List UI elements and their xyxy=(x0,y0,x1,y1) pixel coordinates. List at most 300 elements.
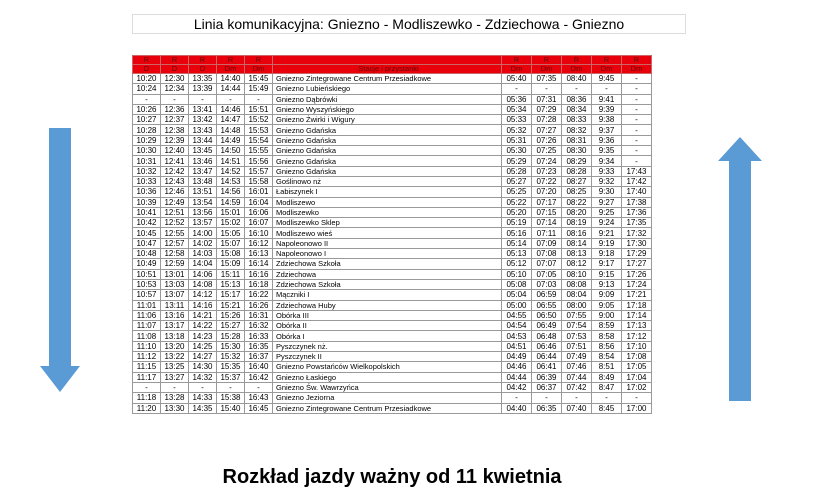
stop-name-cell: Zdziechowa Szkoła xyxy=(273,259,502,269)
return-time-cell: 05:27 xyxy=(502,176,532,186)
departure-time-cell: 14:21 xyxy=(189,310,217,320)
return-time-cell: 04:55 xyxy=(502,310,532,320)
departure-time-cell: D xyxy=(133,65,161,74)
departure-time-cell: 13:30 xyxy=(161,403,189,413)
return-time-cell: 08:08 xyxy=(562,279,592,289)
departure-time-cell: 14:44 xyxy=(217,84,245,94)
departure-time-cell: - xyxy=(217,94,245,104)
return-time-cell: 08:27 xyxy=(562,176,592,186)
return-time-cell: 05:29 xyxy=(502,156,532,166)
departure-time-cell: 10:47 xyxy=(133,238,161,248)
return-time-cell: 05:40 xyxy=(502,74,532,84)
return-time-cell: - xyxy=(502,84,532,94)
stop-name-cell: Modliszewko Sklep xyxy=(273,218,502,228)
return-time-cell: 07:25 xyxy=(532,146,562,156)
return-time-cell: 07:09 xyxy=(532,238,562,248)
return-time-cell: 17:27 xyxy=(622,259,652,269)
return-time-cell: 06:44 xyxy=(532,352,562,362)
stop-name-cell: Gniezno Gdańska xyxy=(273,156,502,166)
departure-time-cell: 10:45 xyxy=(133,228,161,238)
departure-time-cell: 15:32 xyxy=(217,352,245,362)
table-row xyxy=(133,372,652,382)
return-time-cell: 9:24 xyxy=(592,218,622,228)
return-time-cell: 08:10 xyxy=(562,269,592,279)
stop-name-cell: Mączniki I xyxy=(273,290,502,300)
stop-name-cell: Modliszewo xyxy=(273,197,502,207)
departure-time-cell: 15:58 xyxy=(245,176,273,186)
return-time-cell: 08:19 xyxy=(562,218,592,228)
return-time-cell: - xyxy=(622,125,652,135)
departure-time-cell: 15:35 xyxy=(217,362,245,372)
departure-time-cell: 12:52 xyxy=(161,218,189,228)
departure-time-cell: 16:35 xyxy=(245,341,273,351)
return-time-cell: - xyxy=(622,74,652,84)
departure-time-cell: 13:35 xyxy=(189,74,217,84)
return-time-cell: 05:34 xyxy=(502,104,532,114)
return-time-cell: 9:38 xyxy=(592,115,622,125)
stop-name-cell: Zdziechowa Szkoła xyxy=(273,279,502,289)
return-time-cell: 9:34 xyxy=(592,156,622,166)
departure-time-cell: 16:06 xyxy=(245,207,273,217)
return-time-cell: 06:55 xyxy=(532,300,562,310)
return-time-cell: 04:54 xyxy=(502,321,532,331)
table-row xyxy=(133,269,652,279)
departure-time-cell: 16:04 xyxy=(245,197,273,207)
return-time-cell: 17:43 xyxy=(622,166,652,176)
departure-time-cell: 14:49 xyxy=(217,135,245,145)
return-time-cell: 08:40 xyxy=(562,74,592,84)
return-time-cell: 07:42 xyxy=(562,382,592,392)
departure-time-cell: 16:43 xyxy=(245,393,273,403)
departure-time-cell: 11:06 xyxy=(133,310,161,320)
return-time-cell: 06:35 xyxy=(532,403,562,413)
departure-time-cell: 15:56 xyxy=(245,156,273,166)
return-time-cell: 08:36 xyxy=(562,94,592,104)
departure-time-cell: 15:55 xyxy=(245,146,273,156)
stop-name-cell: Obórka I xyxy=(273,331,502,341)
departure-time-cell: - xyxy=(245,382,273,392)
return-time-cell: 17:05 xyxy=(622,362,652,372)
departure-time-cell: 13:41 xyxy=(189,104,217,114)
return-time-cell: 9:15 xyxy=(592,269,622,279)
return-time-cell: 07:49 xyxy=(562,352,592,362)
return-time-cell: 06:50 xyxy=(532,310,562,320)
return-time-cell: 17:02 xyxy=(622,382,652,392)
return-time-cell: - xyxy=(622,156,652,166)
stop-name-cell: Gniezno Jeziorna xyxy=(273,393,502,403)
departure-time-cell: 10:28 xyxy=(133,125,161,135)
departure-time-cell: 12:58 xyxy=(161,249,189,259)
departure-time-cell: 16:42 xyxy=(245,372,273,382)
departure-time-cell: 13:45 xyxy=(189,146,217,156)
return-time-cell: 9:41 xyxy=(592,94,622,104)
stop-name-cell: Gniezno Dąbrówki xyxy=(273,94,502,104)
return-time-cell: 08:31 xyxy=(562,135,592,145)
return-time-cell: 9:27 xyxy=(592,197,622,207)
departure-time-cell: 16:07 xyxy=(245,218,273,228)
return-time-cell: 9:00 xyxy=(592,310,622,320)
return-time-cell: 07:28 xyxy=(532,115,562,125)
table-row xyxy=(133,197,652,207)
return-time-cell: 04:49 xyxy=(502,352,532,362)
return-time-cell: - xyxy=(592,84,622,94)
departure-time-cell: R xyxy=(245,56,273,65)
departure-time-cell: D xyxy=(161,65,189,74)
table-row xyxy=(133,290,652,300)
return-time-cell: Dm xyxy=(502,65,532,74)
departure-time-cell: 12:36 xyxy=(161,104,189,114)
return-time-cell: 17:21 xyxy=(622,290,652,300)
departure-time-cell: 13:56 xyxy=(189,207,217,217)
stop-name-cell: Obórka II xyxy=(273,321,502,331)
table-row xyxy=(133,382,652,392)
return-time-cell: 8:59 xyxy=(592,321,622,331)
return-time-cell: - xyxy=(562,84,592,94)
table-row xyxy=(133,187,652,197)
return-time-cell: 07:23 xyxy=(532,166,562,176)
table-row xyxy=(133,300,652,310)
departure-time-cell: 14:53 xyxy=(217,176,245,186)
table-row xyxy=(133,84,652,94)
departure-time-cell: 16:22 xyxy=(245,290,273,300)
return-time-cell: 9:37 xyxy=(592,125,622,135)
timetable-body xyxy=(133,56,652,414)
departure-time-cell: 13:01 xyxy=(161,269,189,279)
return-time-cell: 17:14 xyxy=(622,310,652,320)
return-time-cell: 05:28 xyxy=(502,166,532,176)
departure-time-cell: 16:37 xyxy=(245,352,273,362)
departure-time-cell: 15:51 xyxy=(245,104,273,114)
return-time-cell: - xyxy=(622,104,652,114)
departure-time-cell: 14:03 xyxy=(189,249,217,259)
departure-time-cell: 11:18 xyxy=(133,393,161,403)
departure-time-cell: 10:49 xyxy=(133,259,161,269)
return-time-cell: 07:55 xyxy=(562,310,592,320)
return-time-cell: 17:32 xyxy=(622,228,652,238)
stop-name-cell: Gniezno Zintegrowane Centrum Przesiadkowe xyxy=(273,403,502,413)
departure-time-cell: 14:08 xyxy=(189,279,217,289)
departure-time-cell: 14:25 xyxy=(189,341,217,351)
departure-time-cell: 14:35 xyxy=(189,403,217,413)
departure-time-cell: 13:44 xyxy=(189,135,217,145)
departure-time-cell: 14:47 xyxy=(217,115,245,125)
departure-time-cell: 15:49 xyxy=(245,84,273,94)
departure-time-cell: 16:45 xyxy=(245,403,273,413)
return-time-cell: 05:19 xyxy=(502,218,532,228)
stop-name-cell: Gniezno Wyszyńskiego xyxy=(273,104,502,114)
departure-time-cell: 15:26 xyxy=(217,310,245,320)
return-time-cell: 05:10 xyxy=(502,269,532,279)
table-row xyxy=(133,135,652,145)
return-time-cell: 05:14 xyxy=(502,238,532,248)
departure-time-cell: Dm xyxy=(245,65,273,74)
return-time-cell: R xyxy=(592,56,622,65)
return-time-cell: 07:08 xyxy=(532,249,562,259)
return-time-cell: 07:20 xyxy=(532,187,562,197)
return-time-cell: 08:22 xyxy=(562,197,592,207)
return-time-cell: 07:17 xyxy=(532,197,562,207)
header-row-schedule-codes xyxy=(133,56,652,65)
stop-name-cell: Napoleonowo II xyxy=(273,238,502,248)
stop-name-cell xyxy=(273,56,502,65)
return-time-cell: 06:49 xyxy=(532,321,562,331)
return-time-cell: 17:42 xyxy=(622,176,652,186)
departure-time-cell: 15:37 xyxy=(217,372,245,382)
departure-time-cell: 12:59 xyxy=(161,259,189,269)
departure-time-cell: 16:40 xyxy=(245,362,273,372)
return-time-cell: 05:20 xyxy=(502,207,532,217)
return-time-cell: 9:30 xyxy=(592,187,622,197)
departure-time-cell: 15:52 xyxy=(245,115,273,125)
return-time-cell: R xyxy=(532,56,562,65)
return-time-cell: 05:16 xyxy=(502,228,532,238)
return-time-cell: 9:39 xyxy=(592,104,622,114)
departure-time-cell: - xyxy=(189,382,217,392)
return-time-cell: 04:44 xyxy=(502,372,532,382)
departure-time-cell: 10:32 xyxy=(133,166,161,176)
return-time-cell: - xyxy=(622,135,652,145)
departure-time-cell: 15:28 xyxy=(217,331,245,341)
departure-time-cell: 15:27 xyxy=(217,321,245,331)
return-time-cell: 05:30 xyxy=(502,146,532,156)
departure-time-cell: 16:33 xyxy=(245,331,273,341)
return-time-cell: 17:18 xyxy=(622,300,652,310)
departure-time-cell: 13:42 xyxy=(189,115,217,125)
stop-name-cell: Gniezno Lubieńskiego xyxy=(273,84,502,94)
return-time-cell: 07:46 xyxy=(562,362,592,372)
table-row xyxy=(133,249,652,259)
departure-time-cell: 11:08 xyxy=(133,331,161,341)
departure-time-cell: - xyxy=(161,94,189,104)
departure-time-cell: 12:42 xyxy=(161,166,189,176)
return-time-cell: 06:59 xyxy=(532,290,562,300)
return-time-cell: 05:32 xyxy=(502,125,532,135)
departure-time-cell: 15:38 xyxy=(217,393,245,403)
departure-time-cell: 10:30 xyxy=(133,146,161,156)
return-time-cell: 08:12 xyxy=(562,259,592,269)
return-time-cell: 9:09 xyxy=(592,290,622,300)
stop-name-cell: Pyszczynek nż. xyxy=(273,341,502,351)
return-time-cell: 07:14 xyxy=(532,218,562,228)
departure-time-cell: 16:16 xyxy=(245,269,273,279)
return-time-cell: 08:30 xyxy=(562,146,592,156)
departure-time-cell: 12:38 xyxy=(161,125,189,135)
return-time-cell: 17:04 xyxy=(622,372,652,382)
departure-time-cell: 13:54 xyxy=(189,197,217,207)
timetable-title: Linia komunikacyjna: Gniezno - Modliszewko - Zdziechowa - Gniezno xyxy=(132,14,686,34)
departure-time-cell: 13:39 xyxy=(189,84,217,94)
departure-time-cell: 10:39 xyxy=(133,197,161,207)
departure-time-cell: 11:15 xyxy=(133,362,161,372)
departure-time-cell: 14:12 xyxy=(189,290,217,300)
stop-name-cell: Gniezno Gdańska xyxy=(273,135,502,145)
return-time-cell: R xyxy=(562,56,592,65)
departure-time-cell: 16:26 xyxy=(245,300,273,310)
departure-time-cell: - xyxy=(161,382,189,392)
return-time-cell: 07:22 xyxy=(532,176,562,186)
return-time-cell: R xyxy=(622,56,652,65)
return-time-cell: - xyxy=(622,84,652,94)
departure-time-cell: R xyxy=(133,56,161,65)
departure-time-cell: 12:57 xyxy=(161,238,189,248)
departure-time-cell: 15:57 xyxy=(245,166,273,176)
return-time-cell: - xyxy=(622,146,652,156)
table-row xyxy=(133,125,652,135)
return-time-cell: 9:33 xyxy=(592,166,622,176)
return-time-cell: 06:41 xyxy=(532,362,562,372)
return-time-cell: - xyxy=(502,393,532,403)
return-time-cell: 17:29 xyxy=(622,249,652,259)
departure-time-cell: 10:53 xyxy=(133,279,161,289)
table-row xyxy=(133,279,652,289)
table-row xyxy=(133,207,652,217)
return-time-cell: 05:12 xyxy=(502,259,532,269)
return-time-cell: 8:54 xyxy=(592,352,622,362)
return-time-cell: 8:51 xyxy=(592,362,622,372)
return-time-cell: 9:32 xyxy=(592,176,622,186)
table-row xyxy=(133,176,652,186)
return-time-cell: 05:00 xyxy=(502,300,532,310)
departure-time-cell: 10:26 xyxy=(133,104,161,114)
departure-time-cell: 14:02 xyxy=(189,238,217,248)
departure-time-cell: 14:27 xyxy=(189,352,217,362)
return-time-cell: 07:31 xyxy=(532,94,562,104)
return-time-cell: 08:29 xyxy=(562,156,592,166)
departure-time-cell: 12:40 xyxy=(161,146,189,156)
departure-time-cell: 15:05 xyxy=(217,228,245,238)
departure-time-cell: 11:20 xyxy=(133,403,161,413)
return-time-cell: - xyxy=(532,84,562,94)
stop-name-cell: Modliszewko xyxy=(273,207,502,217)
departure-time-cell: 11:01 xyxy=(133,300,161,310)
departure-time-cell: 14:04 xyxy=(189,259,217,269)
departure-time-cell: 13:17 xyxy=(161,321,189,331)
return-time-cell: 05:13 xyxy=(502,249,532,259)
return-time-cell: - xyxy=(622,115,652,125)
return-time-cell: 9:25 xyxy=(592,207,622,217)
departure-time-cell: 13:07 xyxy=(161,290,189,300)
departure-time-cell: 15:21 xyxy=(217,300,245,310)
departure-time-cell: 13:27 xyxy=(161,372,189,382)
departure-time-cell: 14:48 xyxy=(217,125,245,135)
return-time-cell: 17:08 xyxy=(622,352,652,362)
return-time-cell: 9:35 xyxy=(592,146,622,156)
departure-time-cell: 14:56 xyxy=(217,187,245,197)
arrow-down-icon xyxy=(40,128,80,392)
departure-time-cell: 12:41 xyxy=(161,156,189,166)
departure-time-cell: 13:57 xyxy=(189,218,217,228)
departure-time-cell: 13:20 xyxy=(161,341,189,351)
departure-time-cell: 11:10 xyxy=(133,341,161,351)
return-time-cell: 08:25 xyxy=(562,187,592,197)
departure-time-cell: 10:42 xyxy=(133,218,161,228)
departure-time-cell: 14:06 xyxy=(189,269,217,279)
departure-time-cell: 10:24 xyxy=(133,84,161,94)
stop-name-cell: Obórka III xyxy=(273,310,502,320)
return-time-cell: 17:13 xyxy=(622,321,652,331)
return-time-cell: 17:30 xyxy=(622,238,652,248)
return-time-cell: 17:24 xyxy=(622,279,652,289)
table-row xyxy=(133,331,652,341)
stop-name-cell: Zdziechowa Huby xyxy=(273,300,502,310)
departure-time-cell: 10:51 xyxy=(133,269,161,279)
departure-time-cell: 12:30 xyxy=(161,74,189,84)
departure-time-cell: - xyxy=(133,382,161,392)
return-time-cell: Dm xyxy=(532,65,562,74)
return-time-cell: - xyxy=(622,94,652,104)
departure-time-cell: 12:34 xyxy=(161,84,189,94)
departure-time-cell: 10:20 xyxy=(133,74,161,84)
return-time-cell: 07:15 xyxy=(532,207,562,217)
departure-time-cell: 16:32 xyxy=(245,321,273,331)
departure-time-cell: 13:46 xyxy=(189,156,217,166)
return-time-cell: 07:11 xyxy=(532,228,562,238)
departure-time-cell: 13:47 xyxy=(189,166,217,176)
table-row xyxy=(133,403,652,413)
departure-time-cell: 13:48 xyxy=(189,176,217,186)
table-row xyxy=(133,352,652,362)
departure-time-cell: 15:30 xyxy=(217,341,245,351)
departure-time-cell: 13:18 xyxy=(161,331,189,341)
return-time-cell: 04:42 xyxy=(502,382,532,392)
departure-time-cell: 12:49 xyxy=(161,197,189,207)
departure-time-cell: 15:53 xyxy=(245,125,273,135)
departure-time-cell: 14:33 xyxy=(189,393,217,403)
return-time-cell: 8:45 xyxy=(592,403,622,413)
departure-time-cell: 14:22 xyxy=(189,321,217,331)
departure-time-cell: R xyxy=(189,56,217,65)
table-row xyxy=(133,362,652,372)
stop-name-cell: Gniezno Żwirki i Wigury xyxy=(273,115,502,125)
departure-time-cell: 13:28 xyxy=(161,393,189,403)
departure-time-cell: 14:32 xyxy=(189,372,217,382)
departure-time-cell: 14:59 xyxy=(217,197,245,207)
departure-time-cell: 15:45 xyxy=(245,74,273,84)
return-time-cell: 05:36 xyxy=(502,94,532,104)
stop-name-cell: Gniezno Św. Wawrzyńca xyxy=(273,382,502,392)
return-time-cell: 17:40 xyxy=(622,187,652,197)
return-time-cell: 07:03 xyxy=(532,279,562,289)
departure-time-cell: 10:36 xyxy=(133,187,161,197)
table-row xyxy=(133,218,652,228)
return-time-cell: 07:27 xyxy=(532,125,562,135)
return-time-cell: 07:40 xyxy=(562,403,592,413)
return-time-cell: - xyxy=(592,393,622,403)
departure-time-cell: 11:12 xyxy=(133,352,161,362)
table-row xyxy=(133,238,652,248)
return-time-cell: 08:04 xyxy=(562,290,592,300)
departure-time-cell: 15:08 xyxy=(217,249,245,259)
return-time-cell: 8:58 xyxy=(592,331,622,341)
return-time-cell: 9:18 xyxy=(592,249,622,259)
return-time-cell: 9:17 xyxy=(592,259,622,269)
return-time-cell: 9:13 xyxy=(592,279,622,289)
return-time-cell: Dm xyxy=(562,65,592,74)
departure-time-cell: 15:17 xyxy=(217,290,245,300)
departure-time-cell: 10:29 xyxy=(133,135,161,145)
stop-name-cell: Gniezno Powstańców Wielkopolskich xyxy=(273,362,502,372)
departure-time-cell: 13:16 xyxy=(161,310,189,320)
departure-time-cell: 15:13 xyxy=(217,279,245,289)
return-time-cell: 04:53 xyxy=(502,331,532,341)
departure-time-cell: 14:46 xyxy=(217,104,245,114)
stop-name-cell: Pyszczynek II xyxy=(273,352,502,362)
stop-name-cell: Napoleonowo I xyxy=(273,249,502,259)
departure-time-cell: Dm xyxy=(217,65,245,74)
departure-time-cell: 13:03 xyxy=(161,279,189,289)
departure-time-cell: - xyxy=(189,94,217,104)
return-time-cell: 05:31 xyxy=(502,135,532,145)
